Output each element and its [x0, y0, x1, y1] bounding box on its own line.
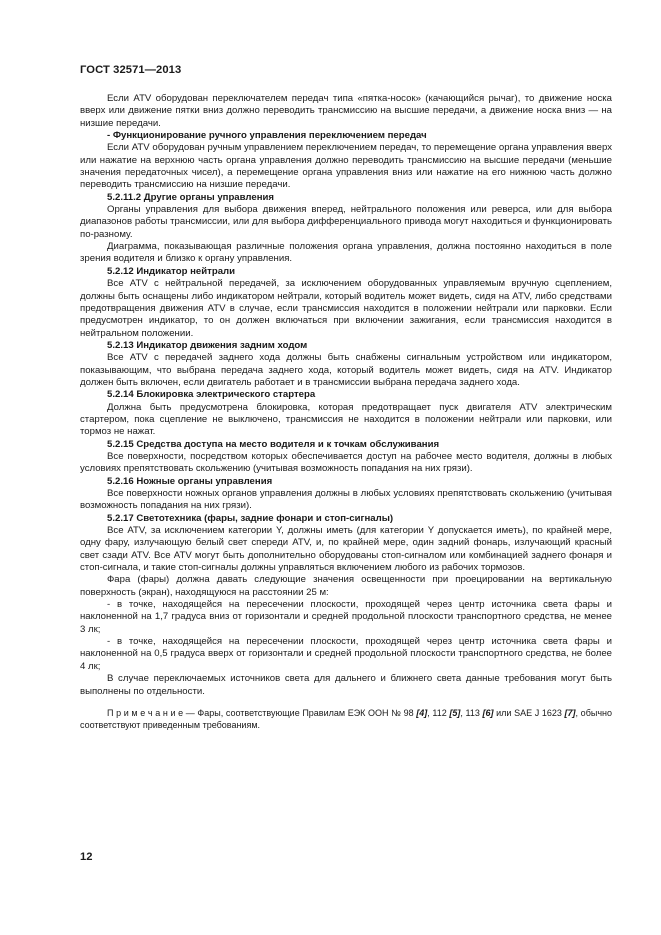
note-label: П р и м е ч а н и е — [107, 707, 184, 718]
section-heading: 5.2.12 Индикатор нейтрали — [107, 265, 236, 277]
subheading: - Функционирование ручного управления переключением передач — [107, 130, 427, 142]
paragraph: Диаграмма, показывающая различные положения органа управления, должна постоянно находиться в поле зрения водителя и близко к органу управления. — [80, 241, 612, 265]
paragraph: Если ATV оборудован переключателем передач типа «пятка-носок» (качающийся рычаг), то движение носка вверх или движение пятки вниз должно переводить трансмиссию на высшие передачи, а движение носка вниз — на низшие передачи. — [80, 93, 612, 129]
paragraph: В случае переключаемых источников света для дальнего и ближнего света данные требования могут быть выполнены по отдельности. — [80, 673, 612, 697]
note-text: — Фары, соответствующие Правилам ЕЭК ООН № 98 — [183, 707, 417, 718]
section-heading: 5.2.17 Светотехника (фары, задние фонари и стоп-сигналы) — [107, 512, 394, 524]
page-number: 12 — [80, 851, 93, 863]
paragraph: Все поверхности ножных органов управления должны в любых условиях препятствовать скольжению (учитывая возможность попадания на них грязи). — [80, 488, 612, 512]
note-paragraph — [80, 707, 612, 731]
note-text: или SAE J 1623 — [493, 707, 565, 718]
note-text: , 113 — [460, 707, 483, 718]
reference-link: [4] — [416, 707, 428, 718]
section-heading: 5.2.11.2 Другие органы управления — [107, 191, 275, 203]
paragraph: Органы управления для выбора движения вперед, нейтрального положения или реверса, или для выбора диапазонов работы трансмиссии, или для выбора дифференциального привода могут находиться и функционировать по-разному. — [80, 204, 612, 240]
paragraph: Все ATV, за исключением категории Y, должны иметь (для категории Y допускается иметь), по крайней мере, одну фару, излучающую белый свет спереди ATV, и, по крайней мере, один задний фонарь, излучающий красный свет сзади ATV. Все ATV могут быть дополнительно оборудованы стоп-сигналом или комбинацией заднего фонаря и стоп-сигнала, и такие стоп-сигналы должны управляться включением любого из рабочих тормозов. — [80, 525, 612, 574]
paragraph: Все поверхности, посредством которых обеспечивается доступ на рабочее место водителя, должны в любых условиях препятствовать скольжению (учитывая возможность попадания на них грязи). — [80, 450, 612, 475]
document-header: ГОСТ 32571—2013 — [80, 64, 182, 76]
note-text: , обычно соответствуют приведенным требованиям. — [80, 707, 612, 730]
reference-link: [7] — [564, 707, 576, 718]
paragraph: Если ATV оборудован ручным управлением переключением передач, то перемещение органа управления вверх или нажатие на верхнюю часть органа управления должно переводить трансмиссию на высшие передачи (меньшие значения передаточных чисел), а перемещение органа управления вниз или нажатие на его нижнюю часть должно переводить трансмиссию на низшие передачи. — [80, 142, 612, 191]
section-heading: 5.2.15 Средства доступа на место водителя и к точкам обслуживания — [107, 438, 440, 450]
paragraph: Все ATV с передачей заднего хода должны быть снабжены сигнальным устройством или индикатором, показывающим, что выбрана передача заднего хода, который водитель может видеть, сидя на ATV. Индикатор должен быть включен, если двигатель работает и в трансмиссии выбрана передача заднего хода. — [80, 352, 612, 388]
document-body — [80, 93, 612, 731]
reference-link: [5] — [449, 707, 461, 718]
reference-link: [6] — [482, 707, 494, 718]
section-heading: 5.2.16 Ножные органы управления — [107, 475, 273, 487]
paragraph: Фара (фары) должна давать следующие значения освещенности при проецировании на вертикальную поверхность (экран), находящуюся на расстоянии 25 м: — [80, 574, 612, 598]
paragraph: - в точке, находящейся на пересечении плоскости, проходящей через центр источника света фары и наклоненной на 0,5 градуса вверх от горизонтали и средней продольной плоскости транспортного средства, не более 4 лк; — [80, 636, 612, 672]
paragraph: Должна быть предусмотрена блокировка, которая предотвращает пуск двигателя ATV электрическим стартером, пока сцепление не выключено, трансмиссия не находится в положении нейтрали или парковки, или тормоз не нажат. — [80, 401, 612, 438]
paragraph: Все ATV с нейтральной передачей, за исключением оборудованных управляемым вручную сцеплением, должны быть оснащены либо индикатором нейтрали, который водитель может видеть, сидя на ATV, либо средствами предотвращения движения ATV в случае, если трансмиссия находится в положении нейтрали или парковки. Если предусмотрен индикатор, то он должен включаться при включении зажигания, если трансмиссия находится в нейтральном положении. — [80, 278, 612, 339]
paragraph: - в точке, находящейся на пересечении плоскости, проходящей через центр источника света фары и наклоненной на 1,7 градуса вниз от горизонтали и средней продольной плоскости транспортного средства, не менее 3 лк; — [80, 599, 612, 635]
section-heading: 5.2.13 Индикатор движения задним ходом — [107, 339, 308, 351]
note-text: , 112 — [427, 707, 450, 718]
section-heading: 5.2.14 Блокировка электрического стартера — [107, 389, 316, 401]
